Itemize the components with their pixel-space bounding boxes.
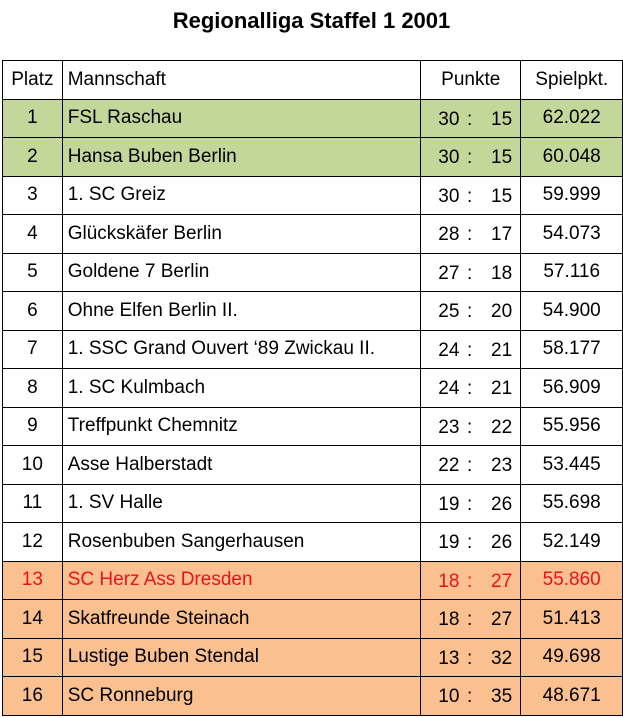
points-against: 26 bbox=[491, 493, 513, 515]
points-separator: : bbox=[467, 493, 473, 515]
standings-table bbox=[2, 60, 623, 716]
cell-spielpunkte: 59.999 bbox=[521, 176, 623, 215]
cell-platz: 9 bbox=[3, 407, 63, 446]
points-for: 30 bbox=[438, 185, 460, 207]
points-separator: : bbox=[467, 224, 473, 245]
table-row bbox=[3, 600, 623, 639]
points-against: 15 bbox=[491, 185, 513, 207]
points-for: 28 bbox=[438, 224, 460, 245]
cell-team: 1. SSC Grand Ouvert ‘89 Zwickau II. bbox=[62, 330, 420, 369]
cell-platz: 16 bbox=[3, 677, 63, 716]
points-for: 19 bbox=[438, 532, 460, 553]
cell-punkte bbox=[421, 523, 521, 562]
table-row bbox=[3, 253, 623, 292]
points-for: 19 bbox=[438, 493, 460, 515]
cell-platz: 13 bbox=[3, 561, 63, 600]
cell-spielpunkte: 62.022 bbox=[521, 99, 623, 138]
cell-spielpunkte: 52.149 bbox=[521, 523, 623, 562]
table-row bbox=[3, 484, 623, 523]
points-for: 27 bbox=[438, 262, 460, 284]
points-against: 32 bbox=[491, 647, 513, 669]
cell-spielpunkte: 57.116 bbox=[521, 253, 623, 292]
points-separator: : bbox=[467, 570, 473, 592]
table-row bbox=[3, 215, 623, 254]
cell-spielpunkte: 53.445 bbox=[521, 446, 623, 485]
cell-team: Asse Halberstadt bbox=[62, 446, 420, 485]
cell-punkte bbox=[421, 369, 521, 408]
cell-platz: 2 bbox=[3, 138, 63, 177]
cell-team: Ohne Elfen Berlin II. bbox=[62, 292, 420, 331]
cell-team: Treffpunkt Chemnitz bbox=[62, 407, 420, 446]
points-for: 13 bbox=[438, 647, 460, 669]
points-for: 25 bbox=[438, 301, 460, 322]
cell-punkte bbox=[421, 677, 521, 716]
points-for: 30 bbox=[438, 147, 460, 168]
points-against: 35 bbox=[491, 686, 513, 707]
cell-platz: 6 bbox=[3, 292, 63, 331]
header-row bbox=[3, 61, 623, 100]
header-punkte: Punkte bbox=[421, 61, 521, 100]
header-platz: Platz bbox=[3, 61, 63, 100]
cell-team: 1. SC Greiz bbox=[62, 176, 420, 215]
cell-platz: 8 bbox=[3, 369, 63, 408]
table-row bbox=[3, 138, 623, 177]
cell-spielpunkte: 48.671 bbox=[521, 677, 623, 716]
cell-punkte bbox=[421, 253, 521, 292]
table-row bbox=[3, 523, 623, 562]
points-separator: : bbox=[467, 147, 473, 168]
cell-punkte bbox=[421, 407, 521, 446]
cell-punkte bbox=[421, 638, 521, 677]
points-separator: : bbox=[467, 339, 473, 361]
cell-punkte bbox=[421, 138, 521, 177]
cell-spielpunkte: 55.860 bbox=[521, 561, 623, 600]
points-against: 15 bbox=[491, 108, 513, 130]
points-for: 10 bbox=[438, 686, 460, 707]
cell-punkte bbox=[421, 215, 521, 254]
table-row bbox=[3, 99, 623, 138]
cell-spielpunkte: 56.909 bbox=[521, 369, 623, 408]
points-against: 22 bbox=[491, 416, 513, 438]
cell-punkte bbox=[421, 600, 521, 639]
header-mannschaft: Mannschaft bbox=[62, 61, 420, 100]
table-row bbox=[3, 407, 623, 446]
table-row bbox=[3, 446, 623, 485]
header-spielpunkte: Spielpkt. bbox=[521, 61, 623, 100]
cell-platz: 12 bbox=[3, 523, 63, 562]
cell-platz: 1 bbox=[3, 99, 63, 138]
cell-team: SC Ronneburg bbox=[62, 677, 420, 716]
cell-team: Skatfreunde Steinach bbox=[62, 600, 420, 639]
points-against: 18 bbox=[491, 262, 513, 284]
points-for: 18 bbox=[438, 609, 460, 630]
points-for: 30 bbox=[438, 108, 460, 130]
points-separator: : bbox=[467, 301, 473, 322]
cell-platz: 11 bbox=[3, 484, 63, 523]
points-separator: : bbox=[467, 108, 473, 130]
cell-spielpunkte: 51.413 bbox=[521, 600, 623, 639]
points-separator: : bbox=[467, 455, 473, 476]
points-against: 27 bbox=[491, 609, 513, 630]
points-separator: : bbox=[467, 185, 473, 207]
cell-platz: 3 bbox=[3, 176, 63, 215]
cell-team: Lustige Buben Stendal bbox=[62, 638, 420, 677]
cell-platz: 15 bbox=[3, 638, 63, 677]
points-for: 24 bbox=[438, 378, 460, 399]
cell-spielpunkte: 49.698 bbox=[521, 638, 623, 677]
cell-spielpunkte: 55.698 bbox=[521, 484, 623, 523]
points-against: 21 bbox=[491, 378, 513, 399]
cell-punkte bbox=[421, 484, 521, 523]
cell-platz: 5 bbox=[3, 253, 63, 292]
points-for: 22 bbox=[438, 455, 460, 476]
table-row bbox=[3, 561, 623, 600]
points-separator: : bbox=[467, 262, 473, 284]
cell-team: SC Herz Ass Dresden bbox=[62, 561, 420, 600]
points-separator: : bbox=[467, 532, 473, 553]
cell-spielpunkte: 54.900 bbox=[521, 292, 623, 331]
cell-punkte bbox=[421, 446, 521, 485]
points-for: 24 bbox=[438, 339, 460, 361]
cell-team: FSL Raschau bbox=[62, 99, 420, 138]
points-for: 18 bbox=[438, 570, 460, 592]
cell-spielpunkte: 54.073 bbox=[521, 215, 623, 254]
cell-team: Rosenbuben Sangerhausen bbox=[62, 523, 420, 562]
points-separator: : bbox=[467, 416, 473, 438]
cell-team: 1. SC Kulmbach bbox=[62, 369, 420, 408]
cell-punkte bbox=[421, 99, 521, 138]
table-row bbox=[3, 638, 623, 677]
cell-punkte bbox=[421, 561, 521, 600]
cell-spielpunkte: 60.048 bbox=[521, 138, 623, 177]
table-title: Regionalliga Staffel 1 2001 bbox=[172, 8, 451, 33]
table-row bbox=[3, 330, 623, 369]
points-against: 20 bbox=[491, 301, 513, 322]
cell-team: Glückskäfer Berlin bbox=[62, 215, 420, 254]
points-against: 27 bbox=[491, 570, 513, 592]
table-row bbox=[3, 677, 623, 716]
table-row bbox=[3, 369, 623, 408]
points-against: 21 bbox=[491, 339, 513, 361]
points-separator: : bbox=[467, 378, 473, 399]
points-separator: : bbox=[467, 609, 473, 630]
cell-punkte bbox=[421, 176, 521, 215]
points-against: 17 bbox=[491, 224, 513, 245]
table-row bbox=[3, 176, 623, 215]
points-separator: : bbox=[467, 647, 473, 669]
points-against: 23 bbox=[491, 455, 513, 476]
cell-team: 1. SV Halle bbox=[62, 484, 420, 523]
cell-punkte bbox=[421, 330, 521, 369]
points-against: 26 bbox=[491, 532, 513, 553]
cell-platz: 10 bbox=[3, 446, 63, 485]
points-against: 15 bbox=[491, 147, 513, 168]
cell-punkte bbox=[421, 292, 521, 331]
table-row bbox=[3, 292, 623, 331]
cell-platz: 7 bbox=[3, 330, 63, 369]
cell-team: Goldene 7 Berlin bbox=[62, 253, 420, 292]
cell-platz: 14 bbox=[3, 600, 63, 639]
cell-platz: 4 bbox=[3, 215, 63, 254]
cell-spielpunkte: 58.177 bbox=[521, 330, 623, 369]
points-for: 23 bbox=[438, 416, 460, 438]
cell-spielpunkte: 55.956 bbox=[521, 407, 623, 446]
cell-team: Hansa Buben Berlin bbox=[62, 138, 420, 177]
points-separator: : bbox=[467, 686, 473, 707]
